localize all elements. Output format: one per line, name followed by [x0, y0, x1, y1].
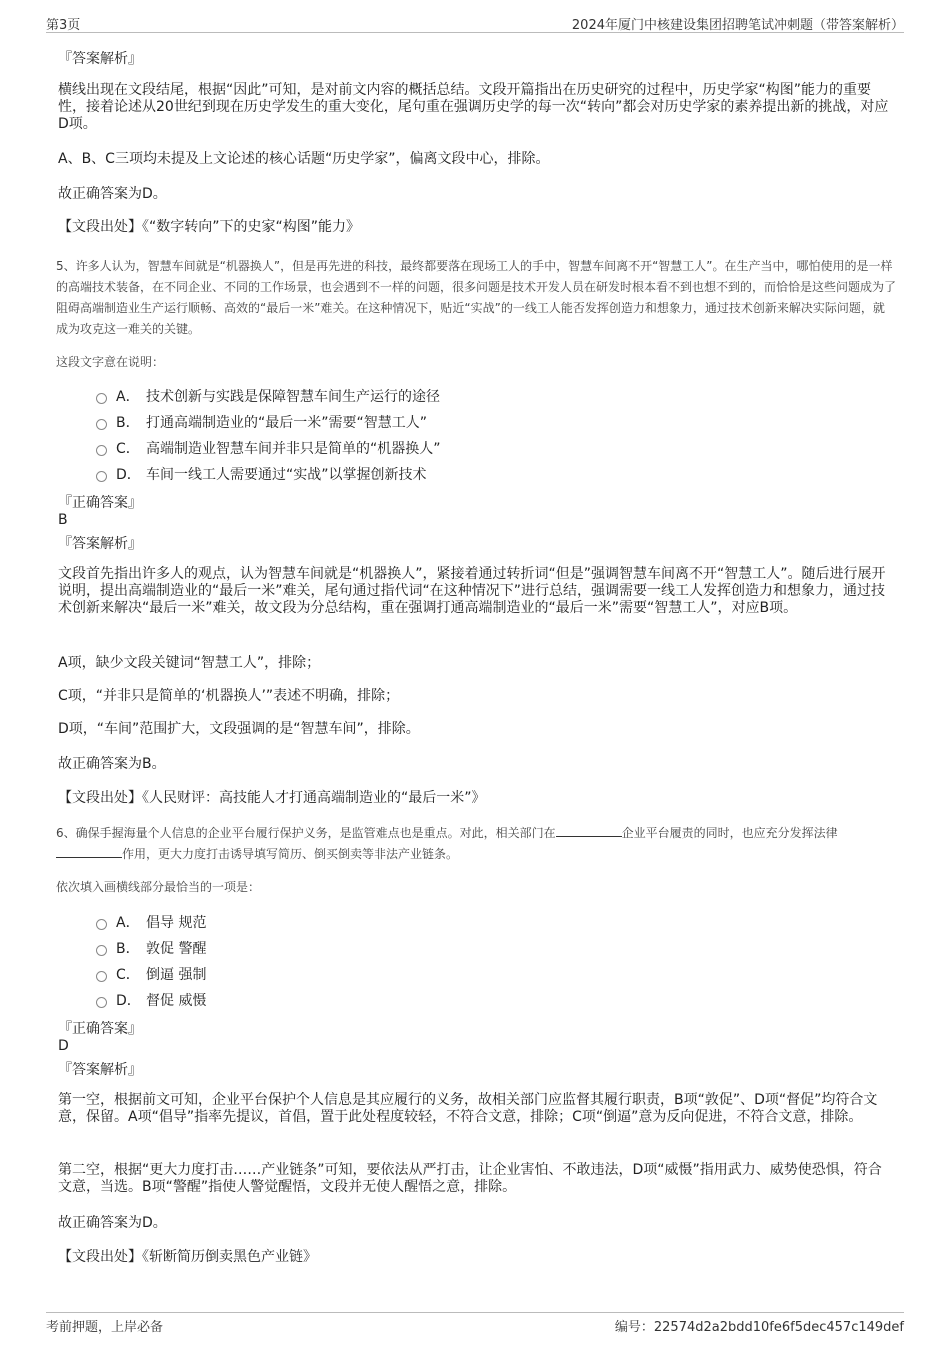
analysis-paragraph: 文段首先指出许多人的观点，认为智慧车间就是“机器换人”，紧接着通过转折词“但是”强调智慧车间离不开“智慧工人”。随后进行展开说明，提出高端制造业的“最后一米”难关，尾句通过指代词“在这种情况下”进行总结，强调需要一线工人发挥创造力和想象力，通过技术创新来解决“最后一米”难关，故文段为分总结构，重在强调打通高端制造业的“最后一米”需要“智慧工人”，对应B项。 — [58, 566, 886, 616]
option-text: 技术创新与实践是保障智慧车间生产运行的途径 — [146, 389, 440, 405]
source: 【文段出处】《斩断简历倒卖黑色产业链》 — [58, 1249, 317, 1265]
analysis-paragraph: 第一空，根据前文可知，企业平台保护个人信息是其应履行的义务，故相关部门应监督其履行职责，B项“敦促”、D项“督促”均符合文意，保留。A项“倡导”指率先提议，首倡，置于此处程度较轻，不符合文意，排除；C项“倒逼”意为反向促进，不符合文意，排除。 — [58, 1092, 878, 1125]
option-text: 倒逼 强制 — [146, 967, 207, 983]
page-number: 第3页 — [46, 18, 81, 33]
code-label: 编号： — [614, 1320, 654, 1335]
source: 【文段出处】《人民财评：高技能人才打通高端制造业的“最后一米”》 — [58, 790, 486, 806]
option-b[interactable] — [96, 938, 206, 958]
option-b[interactable] — [96, 412, 427, 432]
option-c[interactable] — [96, 964, 206, 984]
radio-icon[interactable] — [96, 445, 107, 456]
correct-answer: D — [58, 1038, 69, 1054]
correct-answer-label: 『正确答案』 — [58, 495, 142, 511]
option-text: 打通高端制造业的“最后一米”需要“智慧工人” — [146, 415, 428, 431]
correct-answer: B — [58, 512, 68, 528]
document-title: 2024年厦门中核建设集团招聘笔试冲刺题（带答案解析） — [571, 18, 904, 33]
option-letter: D． — [116, 467, 141, 483]
question-5-text: 5、许多人认为，智慧车间就是“机器换人”，但是再先进的科技，最终都要落在现场工人的手中，智慧车间离不开“智慧工人”。在生产当中，哪怕使用的是一样的高端技术装备，在不同企业、不同的工作场景，也会遇到不一样的问题，很多问题是技术开发人员在研发时根本看不到也想不到的，而恰恰是这些问题成为了阻碍高端制造业生产运行顺畅、高效的“最后一米”难关。在这种情况下，贴近“实战”的一线工人能否发挥创造力和想象力，通过技术创新来解决实际问题，就成为攻克这一难关的关键。 — [56, 259, 897, 336]
code-value: 22574d2a2bdd10fe6f5dec457c149def — [653, 1320, 904, 1335]
option-c[interactable] — [96, 438, 441, 458]
conclusion: 故正确答案为B。 — [58, 756, 166, 772]
option-d[interactable] — [96, 464, 427, 484]
analysis-label: 『答案解析』 — [58, 1062, 142, 1078]
option-letter: A． — [116, 389, 140, 405]
option-letter: D． — [116, 993, 141, 1009]
option-text: 高端制造业智慧车间并非只是简单的“机器换人” — [146, 441, 441, 457]
radio-icon[interactable] — [96, 971, 107, 982]
option-letter: B． — [116, 941, 140, 957]
option-text: 倡导 规范 — [146, 915, 207, 931]
analysis-paragraph: C项，“并非只是简单的‘机器换人’”表述不明确，排除； — [58, 688, 400, 704]
option-letter: C． — [116, 967, 140, 983]
analysis-paragraph: A项，缺少文段关键词“智慧工人”，排除； — [58, 655, 321, 671]
radio-icon[interactable] — [96, 393, 107, 404]
question-text-part: 作用，更大力度打击诱导填写简历、倒买倒卖等非法产业链条。 — [122, 847, 459, 861]
radio-icon[interactable] — [96, 997, 107, 1008]
fill-blank — [556, 825, 622, 837]
page-header — [46, 14, 904, 33]
analysis-paragraph: A、B、C三项均未提及上文论述的核心话题“历史学家”，偏离文段中心，排除。 — [58, 151, 550, 167]
option-a[interactable] — [96, 912, 206, 932]
option-text: 督促 威慑 — [146, 993, 207, 1009]
conclusion: 故正确答案为D。 — [58, 1215, 167, 1231]
correct-answer-label: 『正确答案』 — [58, 1021, 142, 1037]
question-5-prompt: 这段文字意在说明： — [56, 355, 165, 369]
analysis-label: 『答案解析』 — [58, 536, 142, 552]
question-6-text — [56, 823, 896, 865]
option-d[interactable] — [96, 990, 206, 1010]
option-text: 车间一线工人需要通过“实战”以掌握创新技术 — [146, 467, 427, 483]
question-6-prompt: 依次填入画横线部分最恰当的一项是： — [56, 880, 261, 894]
document-code — [615, 1316, 904, 1335]
option-a[interactable] — [96, 386, 440, 406]
page-footer — [46, 1312, 904, 1335]
fill-blank — [56, 846, 122, 858]
radio-icon[interactable] — [96, 471, 107, 482]
analysis-label: 『答案解析』 — [58, 51, 142, 67]
question-text-part: 企业平台履责的同时，也应充分发挥法律 — [621, 826, 838, 840]
footer-slogan: 考前押题，上岸必备 — [46, 1320, 164, 1335]
option-letter: A． — [116, 915, 140, 931]
analysis-paragraph: 第二空，根据“更大力度打击……产业链条”可知，要依法从严打击，让企业害怕、不敢违法，D项“威慑”指用武力、威势使恐惧，符合文意，当选。B项“警醒”指使人警觉醒悟，文段并无使人醒悟之意，排除。 — [58, 1162, 882, 1195]
radio-icon[interactable] — [96, 419, 107, 430]
source: 【文段出处】《“数字转向”下的史家“构图”能力》 — [58, 219, 361, 235]
analysis-paragraph: D项，“车间”范围扩大，文段强调的是“智慧车间”，排除。 — [58, 721, 420, 737]
option-text: 敦促 警醒 — [146, 941, 207, 957]
conclusion: 故正确答案为D。 — [58, 186, 167, 202]
question-text-part: 6、确保手握海量个人信息的企业平台履行保护义务，是监管难点也是重点。对此，相关部门在 — [56, 826, 556, 840]
option-letter: C． — [116, 441, 140, 457]
radio-icon[interactable] — [96, 919, 107, 930]
option-letter: B． — [116, 415, 140, 431]
analysis-paragraph: 横线出现在文段结尾，根据“因此”可知，是对前文内容的概括总结。文段开篇指出在历史研究的过程中，历史学家“构图”能力的重要性，接着论述从20世纪到现在历史学发生的重大变化，尾句重在强调历史学的每一次“转向”都会对历史学家的素养提出新的挑战，对应D项。 — [58, 82, 889, 132]
radio-icon[interactable] — [96, 945, 107, 956]
